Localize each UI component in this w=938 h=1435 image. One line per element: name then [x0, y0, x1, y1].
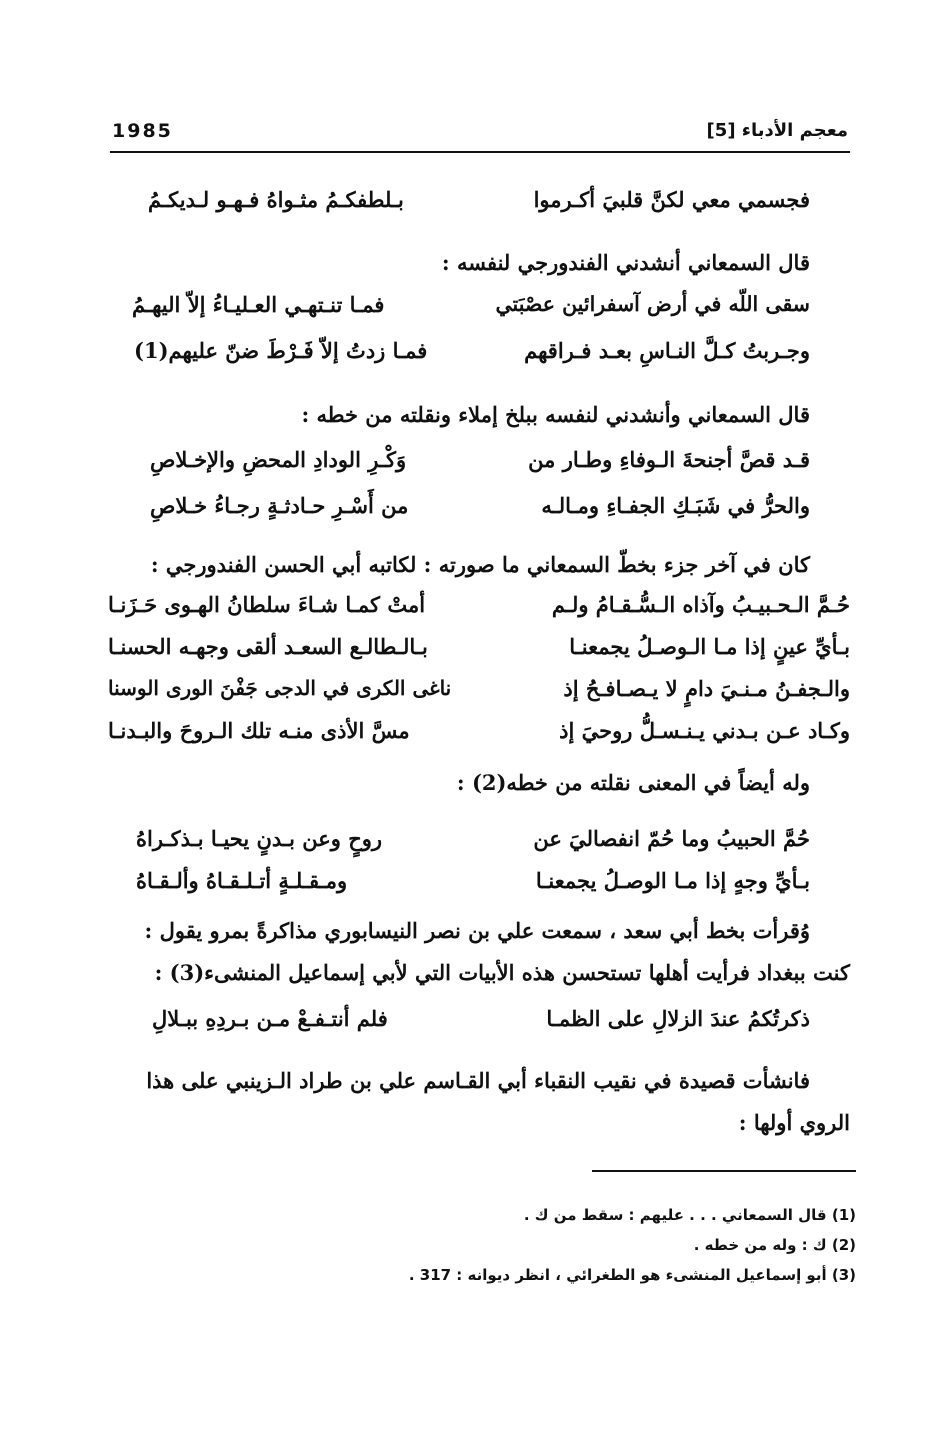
verse-second-hemistich: أمتْ كمـا شـاءَ سلطانُ الهـوى حَـزَنـا	[108, 592, 426, 617]
verse-first-hemistich: والحرُّ في شَبَـكِ الجفـاءِ ومـالـه	[541, 493, 810, 518]
verse-second-hemistich: مسَّ الأذى منـه تلك الـروحَ والبـدنـا	[108, 718, 410, 743]
prose-line: وله أيضاً في المعنى نقلته من خطه(2) :	[456, 770, 810, 795]
verse-second-hemistich: وَكْـرِ الودادِ المحضِ والإخـلاصِ	[150, 447, 407, 472]
verse-second-hemistich: فمـا تنـتهـي العـليـاءُ إلاّ اليهـمُ	[132, 292, 385, 317]
verse-second-hemistich: بـلطفكـمُ مثـواهُ فـهـو لـديكـمُ	[148, 187, 404, 212]
prose-line: فانشأت قصيدة في نقيب النقباء أبي القـاسم علي بن طراد الـزينبي على هذا	[146, 1068, 810, 1093]
header-divider	[110, 151, 850, 153]
prose-line: قال السمعاني وأنشدني لنفسه ببلخ إملاء ونقلته من خطه :	[301, 402, 810, 427]
verse-line	[108, 676, 850, 716]
verse-first-hemistich: حُمَّ الحبيبُ وما حُمّ انفصاليَ عن	[533, 826, 810, 851]
verse-line	[132, 292, 810, 332]
verse-first-hemistich: فجسمي معي لكنَّ قلبيَ أكـرموا	[533, 187, 810, 212]
verse-first-hemistich: والـجفـنُ مـنـيَ دامٍ لا يـصـافـحُ إذ	[563, 676, 850, 701]
verse-second-hemistich: بـالـطالـع السعـد ألقى وجهـه الحسنـا	[108, 634, 428, 659]
footnote-divider	[592, 1170, 856, 1172]
verse-first-hemistich: بـأيِّ عينٍ إذا مـا الـوصـلُ يجمعنـا	[569, 634, 850, 659]
verse-first-hemistich: بـأيِّ وجهٍ إذا مـا الوصـلُ يجمعنـا	[535, 868, 810, 893]
prose-line: الروي أولها :	[738, 1110, 850, 1135]
verse-line	[136, 826, 810, 866]
verse-line	[152, 1006, 810, 1046]
verse-line	[136, 868, 810, 908]
verse-second-hemistich: فلم أنتـفـعْ مـن بـردِهِ ببـلالِ	[152, 1006, 388, 1031]
verse-second-hemistich: ناغى الكرى في الدجى جَفْنَ الورى الوسنا	[108, 676, 452, 700]
verse-second-hemistich: فمـا زدتُ إلاّ فَـرْطَ ضنّ عليهم(1)	[134, 338, 428, 363]
verse-first-hemistich: قـد قصَّ أجنحةَ الـوفاءِ وطـار من	[528, 447, 810, 472]
verse-line	[148, 187, 810, 227]
book-title: معجم الأدباء [5]	[706, 120, 848, 141]
prose-line: قال السمعاني أنشدني الفندورجي لنفسه :	[441, 250, 810, 275]
prose-line: كنت ببغداد فرأيت أهلها تستحسن هذه الأبيات التي لأبي إسماعيل المنشىء(3) :	[154, 960, 850, 985]
verse-first-hemistich: ذكرتُكمُ عندَ الزلالِ على الظمـا	[546, 1006, 810, 1031]
verse-line	[150, 447, 810, 487]
verse-second-hemistich: ومـقـلـةٍ أتـلـقـاهُ وألـقـاهُ	[136, 868, 348, 893]
verse-first-hemistich: حُـمَّ الـحـبيـبُ وآذاه الـسُّـقـامُ ولـم	[551, 592, 850, 617]
page-number: 1985	[112, 120, 173, 142]
footnote: (1) قال السمعاني . . . عليهم : سقط من ك .	[523, 1206, 856, 1224]
prose-line: وُقرأت بخط أبي سعد ، سمعت علي بن نصر النيسابوري مذاكرةً بمرو يقول :	[144, 918, 810, 943]
verse-second-hemistich: روحٍ وعن بـدنٍ يحيـا بـذكـراهُ	[136, 826, 383, 851]
verse-line	[108, 718, 850, 758]
prose-line: كان في آخر جزء بخطّ السمعاني ما صورته : لكاتبه أبي الحسن الفندورجي :	[150, 552, 810, 577]
verse-first-hemistich: سقى اللّه في أرض آسفرائين عصْبَتي	[495, 292, 810, 316]
verse-first-hemistich: وكـاد عـن بـدني يـنـسـلُّ روحيَ إذ	[559, 718, 850, 743]
verse-line	[134, 338, 810, 378]
verse-first-hemistich: وجـربتُ كـلَّ النـاسِ بعـد فـراقهم	[524, 338, 810, 363]
footnote: (3) أبو إسماعيل المنشىء هو الطغرائي ، انظر ديوانه : 317 .	[408, 1266, 856, 1284]
verse-second-hemistich: من أَسْـرِ حـادثـةٍ رجـاءُ خـلاصِ	[150, 493, 409, 518]
footnote: (2) ك : وله من خطه .	[693, 1236, 856, 1254]
verse-line	[108, 634, 850, 674]
verse-line	[108, 592, 850, 632]
running-header	[112, 118, 848, 148]
verse-line	[150, 493, 810, 533]
